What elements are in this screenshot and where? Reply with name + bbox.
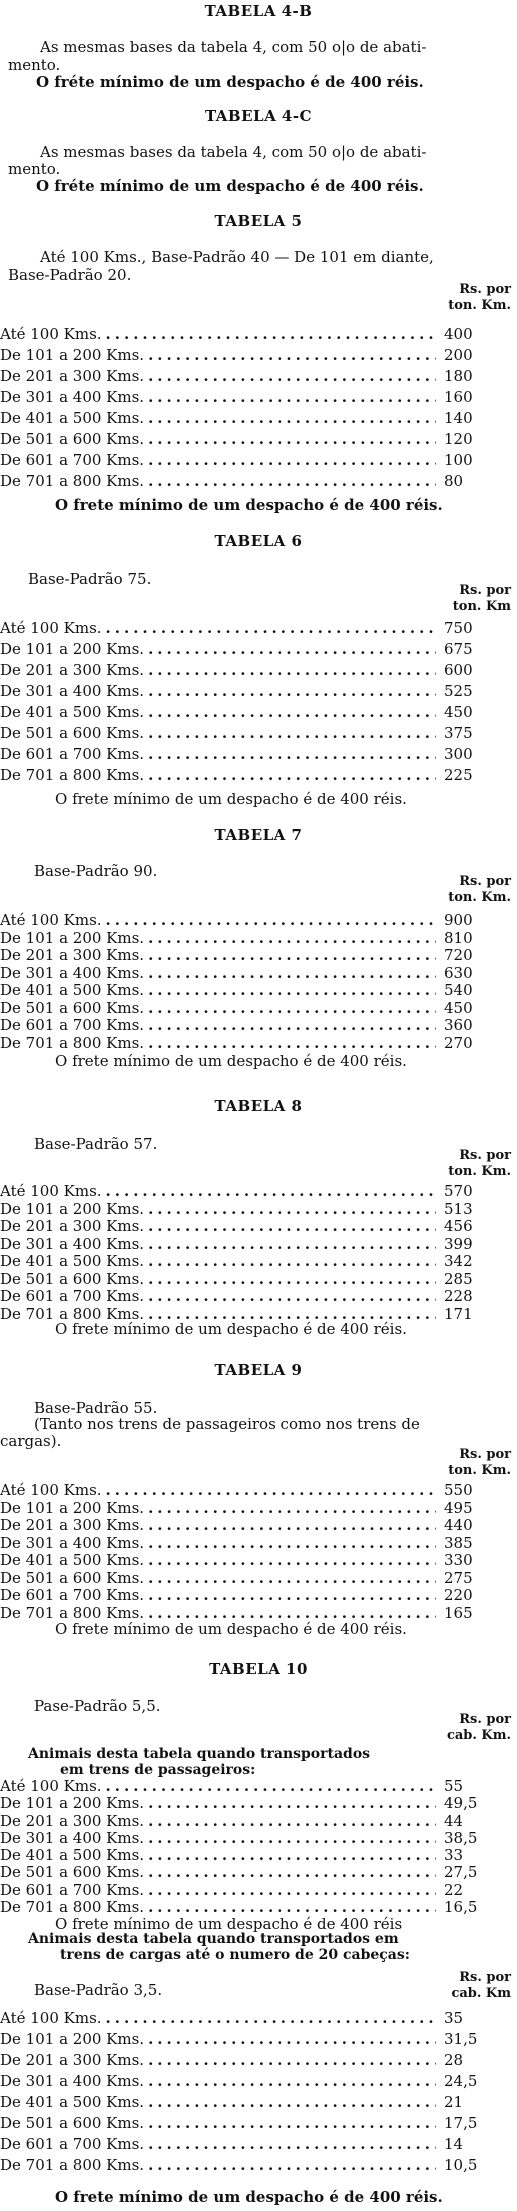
row-value: 450 (444, 998, 473, 1017)
table-row (0, 1517, 490, 1535)
dot-leader (148, 1201, 436, 1219)
row-value: 10,5 (444, 2156, 478, 2174)
table-row (0, 2071, 490, 2092)
note-5: O frete mínimo de um despacho é de 400 réis. (55, 496, 443, 514)
dot-leader (148, 408, 436, 429)
row-value: 35 (444, 2009, 464, 2027)
intro-10b: Base-Padrão 3,5. (34, 1981, 163, 1999)
row-label: Até 100 Kms. (0, 1182, 102, 1200)
subheading-10b-line1: Animais desta tabela quando transportados em (28, 1931, 399, 1947)
row-label: De 501 a 600 Kms. (0, 724, 145, 742)
intro-5-line2: Base-Padrão 20. (8, 266, 132, 284)
row-label: De 601 a 700 Kms. (0, 451, 145, 469)
row-label: De 201 a 300 Kms. (0, 367, 145, 385)
table-row (0, 387, 490, 408)
row-label: Até 100 Kms. (0, 619, 102, 637)
dot-leader (148, 2029, 436, 2050)
row-label: De 701 a 800 Kms. (0, 1898, 145, 1917)
row-value: 220 (444, 1586, 473, 1604)
dot-leader (148, 1552, 436, 1570)
row-label: De 201 a 300 Kms. (0, 946, 145, 964)
column-header-10b: Rs. por cab. Km (451, 1970, 511, 2001)
row-value: 180 (444, 367, 473, 385)
dot-leader (148, 2071, 436, 2092)
row-value: 810 (444, 928, 473, 947)
dot-leader (148, 1288, 436, 1306)
row-value: 513 (444, 1199, 473, 1218)
row-value: 14 (444, 2135, 464, 2153)
dot-leader (148, 345, 436, 366)
row-label: De 601 a 700 Kms. (0, 1016, 145, 1034)
table-row (0, 1899, 490, 1916)
row-value: 495 (444, 1498, 473, 1517)
row-value: 342 (444, 1252, 473, 1270)
row-label: De 301 a 400 Kms. (0, 682, 145, 700)
section-title-4c: TABELA 4-C (204, 107, 313, 125)
row-value: 900 (444, 911, 473, 929)
dot-leader (148, 947, 436, 965)
note-8: O frete mínimo de um despacho é de 400 réis. (55, 1320, 407, 1338)
table-row (0, 1500, 490, 1518)
dot-leader (148, 1253, 436, 1271)
row-label: De 101 a 200 Kms. (0, 640, 145, 658)
dot-leader (148, 1899, 436, 1916)
table-row (0, 1795, 490, 1812)
row-label: De 501 a 600 Kms. (0, 1863, 145, 1882)
row-label: De 101 a 200 Kms. (0, 2030, 145, 2048)
table-row (0, 450, 490, 471)
column-header-9: Rs. por ton. Km. (448, 1447, 511, 1478)
row-value: 17,5 (444, 2114, 478, 2132)
intro-10: Pase-Padrão 5,5. (34, 1697, 161, 1715)
dot-leader (148, 1218, 436, 1236)
row-value: 80 (444, 472, 464, 490)
row-value: 22 (444, 1880, 464, 1899)
dot-leader (148, 1271, 436, 1289)
dot-leader (148, 1864, 436, 1881)
row-label: De 301 a 400 Kms. (0, 2072, 145, 2090)
dot-leader (148, 681, 436, 702)
row-label: De 101 a 200 Kms. (0, 1498, 145, 1517)
row-value: 385 (444, 1533, 473, 1552)
row-value: 285 (444, 1269, 473, 1288)
table-row (0, 1535, 490, 1553)
table-row (0, 408, 490, 429)
rate-table-5 (0, 324, 490, 492)
row-value: 540 (444, 981, 473, 999)
dot-leader (148, 2050, 436, 2071)
row-value: 450 (444, 703, 473, 721)
row-value: 440 (444, 1516, 473, 1534)
row-value: 228 (444, 1287, 473, 1305)
row-label: De 701 a 800 Kms. (0, 472, 145, 490)
row-label: De 501 a 600 Kms. (0, 1269, 145, 1288)
dot-leader (148, 1000, 436, 1018)
row-label: De 601 a 700 Kms. (0, 1586, 145, 1604)
rate-table-9 (0, 1482, 490, 1622)
table-row (0, 345, 490, 366)
row-value: 225 (444, 766, 473, 784)
row-value: 400 (444, 325, 473, 343)
row-value: 570 (444, 1182, 473, 1200)
column-header-7: Rs. por ton. Km. (448, 874, 511, 905)
row-label: De 301 a 400 Kms. (0, 1828, 145, 1847)
dot-leader (148, 1500, 436, 1518)
table-row (0, 1183, 490, 1201)
row-value: 100 (444, 451, 473, 469)
row-value: 120 (444, 430, 473, 448)
row-label: De 401 a 500 Kms. (0, 1846, 145, 1865)
table-row (0, 930, 490, 948)
table-row (0, 1778, 490, 1795)
row-value: 600 (444, 661, 473, 679)
section-title-8: TABELA 8 (214, 1097, 303, 1115)
subheading-10b-line2: trens de cargas até o numero de 20 cabeças: (60, 1947, 410, 1963)
dot-leader (148, 450, 436, 471)
section-title-10: TABELA 10 (209, 1660, 308, 1678)
intro-9-line3: cargas). (0, 1432, 62, 1450)
row-label: Até 100 Kms. (0, 325, 102, 343)
intro-9-line2: (Tanto nos trens de passageiros como nos trens de (34, 1415, 420, 1433)
table-row (0, 2092, 490, 2113)
table-row (0, 982, 490, 1000)
paragraph-4b-line2: mento. (8, 56, 61, 74)
row-value: 38,5 (444, 1828, 478, 1847)
dot-leader (148, 2113, 436, 2134)
table-row (0, 1552, 490, 1570)
dot-leader (148, 765, 436, 786)
table-row (0, 2050, 490, 2071)
row-label: De 201 a 300 Kms. (0, 1516, 145, 1534)
dot-leader (148, 1795, 436, 1812)
row-label: De 401 a 500 Kms. (0, 409, 145, 427)
dot-leader (148, 1236, 436, 1254)
dot-leader (148, 387, 436, 408)
row-value: 550 (444, 1481, 473, 1499)
table-row (0, 1882, 490, 1899)
dot-leader (106, 618, 436, 639)
note-9: O frete mínimo de um despacho é de 400 réis. (55, 1620, 407, 1638)
note-10b: O frete mínimo de um despacho é de 400 réis. (55, 2188, 443, 2206)
dot-leader (106, 324, 436, 345)
table-row (0, 702, 490, 723)
dot-leader (148, 1570, 436, 1588)
intro-8: Base-Padrão 57. (34, 1135, 158, 1153)
dot-leader (148, 702, 436, 723)
row-value: 270 (444, 1033, 473, 1052)
table-row (0, 1847, 490, 1864)
note-7: O frete mínimo de um despacho é de 400 réis. (55, 1052, 407, 1070)
row-value: 200 (444, 346, 473, 364)
section-title-5: TABELA 5 (214, 212, 303, 230)
row-label: Até 100 Kms. (0, 911, 102, 929)
table-row (0, 681, 490, 702)
table-row (0, 1482, 490, 1500)
row-label: De 301 a 400 Kms. (0, 1234, 145, 1253)
table-row (0, 429, 490, 450)
table-row (0, 639, 490, 660)
dot-leader (148, 2092, 436, 2113)
rate-table-7 (0, 912, 490, 1052)
row-value: 28 (444, 2051, 464, 2069)
dot-leader (148, 1535, 436, 1553)
dot-leader (148, 471, 436, 492)
table-row (0, 1253, 490, 1271)
column-header-6: Rs. por ton. Km (452, 583, 511, 614)
intro-5-line1: Até 100 Kms., Base-Padrão 40 — De 101 em diante, (40, 248, 434, 266)
table-row (0, 2134, 490, 2155)
dot-leader (148, 2155, 436, 2176)
row-label: De 601 a 700 Kms. (0, 1880, 145, 1899)
row-value: 720 (444, 946, 473, 964)
dot-leader (148, 429, 436, 450)
row-label: De 501 a 600 Kms. (0, 2114, 145, 2132)
table-row (0, 471, 490, 492)
paragraph-4c-line2: mento. (8, 160, 61, 178)
row-value: 456 (444, 1217, 473, 1235)
dot-leader (148, 1813, 436, 1830)
rate-table-10-passenger (0, 1778, 490, 1916)
dot-leader (106, 1183, 436, 1201)
table-row (0, 723, 490, 744)
row-label: De 701 a 800 Kms. (0, 2156, 145, 2174)
row-label: De 701 a 800 Kms. (0, 1603, 145, 1622)
row-label: De 401 a 500 Kms. (0, 981, 145, 999)
subheading-10a-line1: Animais desta tabela quando transportados (28, 1746, 371, 1762)
row-value: 630 (444, 963, 473, 982)
row-label: De 701 a 800 Kms. (0, 1033, 145, 1052)
dot-leader (148, 2134, 436, 2155)
table-row (0, 366, 490, 387)
table-row (0, 2008, 490, 2029)
section-title-7: TABELA 7 (214, 826, 303, 844)
dot-leader (106, 1778, 436, 1795)
table-row (0, 618, 490, 639)
row-label: De 401 a 500 Kms. (0, 2093, 145, 2111)
table-row (0, 1587, 490, 1605)
row-value: 55 (444, 1777, 464, 1795)
dot-leader (106, 2008, 436, 2029)
table-row (0, 1864, 490, 1881)
column-header-8: Rs. por ton. Km. (448, 1148, 511, 1179)
dot-leader (148, 1830, 436, 1847)
paragraph-4b-line1: As mesmas bases da tabela 4, com 50 o|o de abati- (40, 38, 427, 56)
table-row (0, 1017, 490, 1035)
row-value: 27,5 (444, 1863, 478, 1882)
row-label: De 201 a 300 Kms. (0, 1811, 145, 1830)
dot-leader (148, 639, 436, 660)
dot-leader (148, 930, 436, 948)
table-row (0, 1830, 490, 1847)
row-value: 165 (444, 1603, 473, 1622)
row-label: Até 100 Kms. (0, 1481, 102, 1499)
table-row (0, 2029, 490, 2050)
row-label: De 101 a 200 Kms. (0, 928, 145, 947)
table-row (0, 1570, 490, 1588)
dot-leader (148, 1847, 436, 1864)
dot-leader (148, 1517, 436, 1535)
intro-9: Base-Padrão 55. (34, 1399, 158, 1417)
row-label: De 301 a 400 Kms. (0, 963, 145, 982)
row-value: 24,5 (444, 2072, 478, 2090)
table-row (0, 1201, 490, 1219)
dot-leader (148, 1017, 436, 1035)
section-title-9: TABELA 9 (214, 1361, 303, 1379)
column-header-5: Rs. por ton. Km. (448, 282, 511, 313)
row-value: 375 (444, 724, 473, 742)
table-row (0, 2155, 490, 2176)
row-value: 750 (444, 619, 473, 637)
table-row (0, 947, 490, 965)
table-row (0, 744, 490, 765)
subheading-10a-line2: em trens de passageiros: (60, 1762, 256, 1778)
note-4b: O fréte mínimo de um despacho é de 400 réis. (36, 73, 424, 91)
dot-leader (148, 1035, 436, 1053)
table-row (0, 765, 490, 786)
dot-leader (148, 982, 436, 1000)
row-value: 140 (444, 409, 473, 427)
table-row (0, 1236, 490, 1254)
row-value: 330 (444, 1551, 473, 1569)
row-value: 399 (444, 1234, 473, 1253)
table-row (0, 2113, 490, 2134)
row-label: De 301 a 400 Kms. (0, 388, 145, 406)
row-label: Até 100 Kms. (0, 1777, 102, 1795)
section-title-4b: TABELA 4-B (204, 2, 313, 20)
row-value: 300 (444, 745, 473, 763)
row-value: 275 (444, 1568, 473, 1587)
table-row (0, 324, 490, 345)
note-4c: O fréte mínimo de um despacho é de 400 réis. (36, 177, 424, 195)
table-row (0, 965, 490, 983)
row-label: Até 100 Kms. (0, 2009, 102, 2027)
row-label: De 201 a 300 Kms. (0, 1217, 145, 1235)
row-label: De 401 a 500 Kms. (0, 1551, 145, 1569)
dot-leader (148, 965, 436, 983)
intro-7: Base-Padrão 90. (34, 862, 158, 880)
table-row (0, 1000, 490, 1018)
section-title-6: TABELA 6 (214, 532, 303, 550)
row-value: 44 (444, 1811, 464, 1830)
note-10a: O frete mínimo de um despacho é de 400 réis (55, 1915, 403, 1933)
rate-table-8 (0, 1183, 490, 1323)
table-row (0, 1813, 490, 1830)
row-label: De 201 a 300 Kms. (0, 2051, 145, 2069)
table-row (0, 1218, 490, 1236)
row-label: De 501 a 600 Kms. (0, 998, 145, 1017)
intro-6: Base-Padrão 75. (28, 570, 152, 588)
table-row (0, 912, 490, 930)
row-label: De 101 a 200 Kms. (0, 1199, 145, 1218)
dot-leader (148, 1882, 436, 1899)
row-value: 33 (444, 1846, 464, 1865)
dot-leader (148, 1587, 436, 1605)
row-value: 31,5 (444, 2030, 478, 2048)
row-value: 360 (444, 1016, 473, 1034)
dot-leader (106, 912, 436, 930)
row-label: De 401 a 500 Kms. (0, 1252, 145, 1270)
row-label: De 101 a 200 Kms. (0, 1794, 145, 1813)
table-row (0, 1288, 490, 1306)
row-label: De 701 a 800 Kms. (0, 1304, 145, 1323)
dot-leader (148, 660, 436, 681)
row-value: 171 (444, 1304, 473, 1323)
row-value: 525 (444, 682, 473, 700)
note-6: O frete mínimo de um despacho é de 400 réis. (55, 790, 407, 808)
row-value: 49,5 (444, 1794, 478, 1813)
row-label: De 501 a 600 Kms. (0, 430, 145, 448)
table-row (0, 660, 490, 681)
row-value: 16,5 (444, 1898, 478, 1917)
row-label: De 101 a 200 Kms. (0, 346, 145, 364)
row-value: 21 (444, 2093, 464, 2111)
table-row (0, 1271, 490, 1289)
row-label: De 601 a 700 Kms. (0, 745, 145, 763)
row-value: 160 (444, 388, 473, 406)
row-label: De 601 a 700 Kms. (0, 2135, 145, 2153)
row-label: De 701 a 800 Kms. (0, 766, 145, 784)
dot-leader (148, 744, 436, 765)
row-label: De 201 a 300 Kms. (0, 661, 145, 679)
row-label: De 601 a 700 Kms. (0, 1287, 145, 1305)
rate-table-6 (0, 618, 490, 786)
dot-leader (148, 723, 436, 744)
dot-leader (148, 366, 436, 387)
rate-table-10-cargo (0, 2008, 490, 2176)
table-row (0, 1035, 490, 1053)
row-label: De 301 a 400 Kms. (0, 1533, 145, 1552)
dot-leader (106, 1482, 436, 1500)
row-label: De 401 a 500 Kms. (0, 703, 145, 721)
row-label: De 501 a 600 Kms. (0, 1568, 145, 1587)
column-header-10: Rs. por cab. Km. (446, 1712, 511, 1743)
paragraph-4c-line1: As mesmas bases da tabela 4, com 50 o|o de abati- (40, 143, 427, 161)
row-value: 675 (444, 640, 473, 658)
